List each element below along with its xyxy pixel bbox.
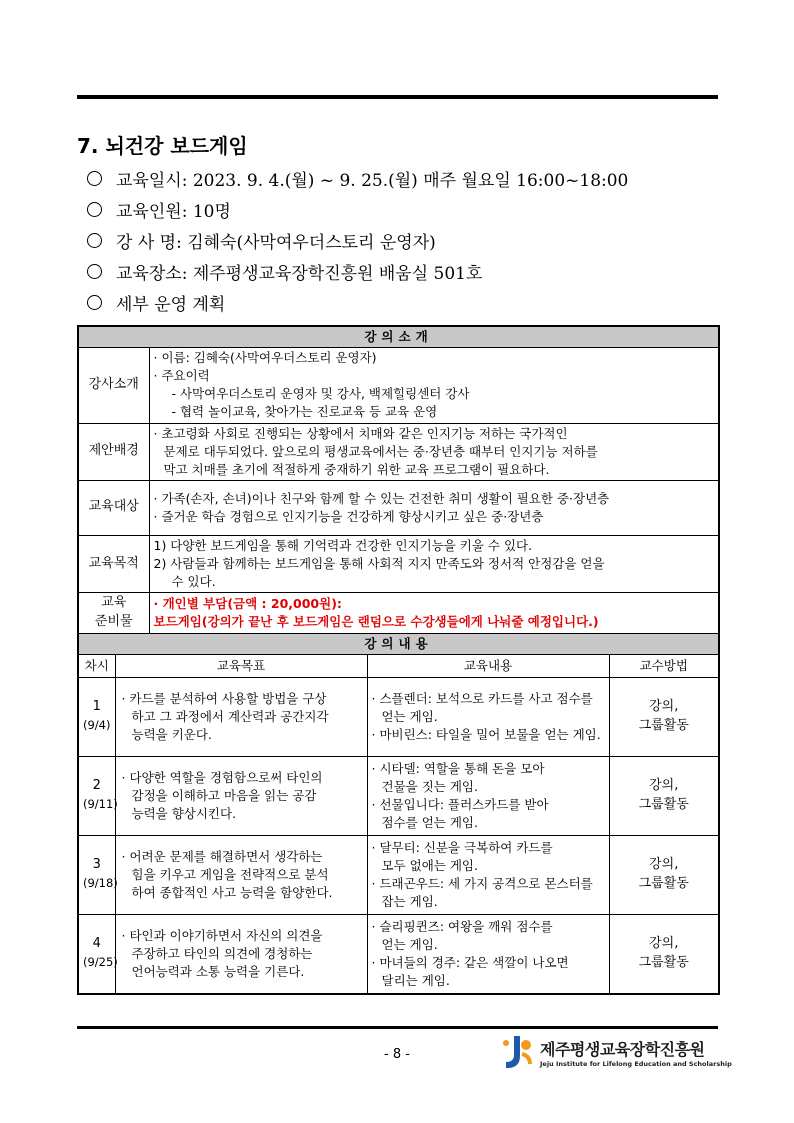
- intro-band: 강의소개: [78, 326, 719, 348]
- materials-text: · 개인별 부담(금액 : 20,000원): 보드게임(강의가 끝난 후 보드게임은 랜덤으로 수강생들에게 나눠줄 예정입니다.): [149, 593, 719, 634]
- session-cell: 1 (9/4): [78, 677, 115, 756]
- table-row: [78, 677, 719, 756]
- method-cell: 강의, 그룹활동: [609, 677, 719, 756]
- info-list: [87, 163, 727, 318]
- info-item: 교육장소: 제주평생교육장학진흥원 배움실 501호: [87, 256, 727, 287]
- circle-bullet-icon: [87, 171, 102, 186]
- target-label: 교육대상: [78, 480, 149, 535]
- top-rule: [77, 95, 718, 99]
- page-number: - 8 -: [384, 1047, 410, 1062]
- section-title: 7. 뇌건강 보드게임: [77, 134, 248, 158]
- target-row: [78, 480, 719, 535]
- circle-bullet-icon: [87, 202, 102, 217]
- col-header-content: 교육내용: [367, 654, 609, 677]
- content-cell: · 달무티: 신분을 극복하여 카드를 모두 없애는 게임. · 드래곤우드: 세 가지 공격으로 몬스터를 잡는 게임.: [367, 835, 609, 914]
- org-subtitle: Jeju Institute for Lifelong Education and Scholarship: [540, 1059, 732, 1068]
- background-text: · 초고령화 사회로 진행되는 상황에서 치매와 같은 인지기능 저하는 국가적인 문제로 대두되었다. 앞으로의 평생교육에서는 중·장년층 때부터 인지기능 저하를 막고 치매를 초기에 적절하게 중재하기 위한 교육 프로그램이 필요하다.: [149, 423, 719, 480]
- col-header-goal: 교육목표: [115, 654, 367, 677]
- instructor-row: [78, 348, 719, 424]
- org-logo: [500, 1034, 732, 1070]
- content-header-row: [78, 654, 719, 677]
- session-cell: 3 (9/18): [78, 835, 115, 914]
- materials-label: 교육 준비물: [78, 593, 149, 634]
- org-name: 제주평생교육장학진흥원: [540, 1039, 705, 1059]
- org-logo-icon: [500, 1034, 534, 1070]
- goal-cell: · 어려운 문제를 해결하면서 생각하는 힘을 키우고 게임을 전략적으로 분석 하여 종합적인 사고 능력을 함양한다.: [115, 835, 367, 914]
- goal-cell: · 카드를 분석하여 사용할 방법을 구상 하고 그 과정에서 계산력과 공간지각 능력을 키운다.: [115, 677, 367, 756]
- content-band: 강의내용: [78, 633, 719, 654]
- circle-bullet-icon: [87, 264, 102, 279]
- table-row: [78, 835, 719, 914]
- method-cell: 강의, 그룹활동: [609, 914, 719, 994]
- content-cell: · 시타델: 역할을 통해 돈을 모아 건물을 짓는 게임. · 선물입니다: 플러스카드를 받아 점수를 얻는 게임.: [367, 756, 609, 835]
- info-item: 교육인원: 10명: [87, 194, 727, 225]
- circle-bullet-icon: [87, 233, 102, 248]
- content-cell: · 스플렌더: 보석으로 카드를 사고 점수를 얻는 게임. · 마비린스: 타일을 밀어 보물을 얻는 게임.: [367, 677, 609, 756]
- table-row: [78, 914, 719, 994]
- materials-row: [78, 593, 719, 634]
- purpose-row: [78, 535, 719, 592]
- col-header-session: 차시: [78, 654, 115, 677]
- col-header-method: 교수방법: [609, 654, 719, 677]
- content-cell: · 슬리핑퀸즈: 여왕을 깨워 점수를 얻는 게임. · 마녀들의 경주: 같은 색깔이 나오면 달리는 게임.: [367, 914, 609, 994]
- target-text: · 가족(손자, 손녀)이나 친구와 함께 할 수 있는 건전한 취미 생활이 필요한 중·장년층 · 즐거운 학습 경험으로 인지기능을 건강하게 향상시키고 싶은 중·장년층: [149, 480, 719, 535]
- plan-table: [77, 325, 720, 995]
- purpose-label: 교육목적: [78, 535, 149, 592]
- circle-bullet-icon: [87, 295, 102, 310]
- bottom-rule: [77, 1026, 718, 1029]
- info-item: 강 사 명: 김혜숙(사막여우더스토리 운영자): [87, 225, 727, 256]
- goal-cell: · 타인과 이야기하면서 자신의 의견을 주장하고 타인의 의견에 경청하는 언어능력과 소통 능력을 기른다.: [115, 914, 367, 994]
- session-cell: 2 (9/11): [78, 756, 115, 835]
- info-item: 교육일시: 2023. 9. 4.(월) ~ 9. 25.(월) 매주 월요일 16:00~18:00: [87, 163, 727, 194]
- background-row: [78, 423, 719, 480]
- goal-cell: · 다양한 역할을 경험함으로써 타인의 감정을 이해하고 마음을 읽는 공감 능력을 향상시킨다.: [115, 756, 367, 835]
- method-cell: 강의, 그룹활동: [609, 835, 719, 914]
- purpose-text: 1) 다양한 보드게임을 통해 기억력과 건강한 인지기능을 키울 수 있다. 2) 사람들과 함께하는 보드게임을 통해 사회적 지지 만족도와 정서적 안정감을 얻을 수 있다.: [149, 535, 719, 592]
- session-cell: 4 (9/25): [78, 914, 115, 994]
- table-row: [78, 756, 719, 835]
- instructor-text: · 이름: 김혜숙(사막여우더스토리 운영자) · 주요이력 - 사막여우더스토리 운영자 및 강사, 백제힐링센터 강사 - 협력 놀이교육, 찾아가는 진로교육 등 교육 운영: [149, 348, 719, 424]
- info-item: 세부 운영 계획: [87, 287, 727, 318]
- background-label: 제안배경: [78, 423, 149, 480]
- instructor-label: 강사소개: [78, 348, 149, 424]
- method-cell: 강의, 그룹활동: [609, 756, 719, 835]
